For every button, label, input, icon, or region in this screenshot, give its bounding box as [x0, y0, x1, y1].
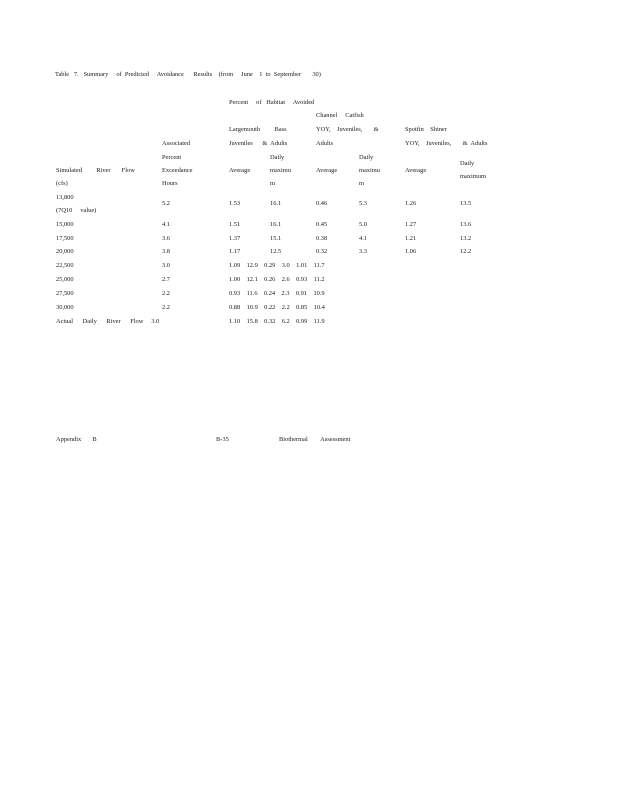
- table-row-2-flow: 17,500: [56, 235, 74, 242]
- header-associated: Associated: [162, 140, 191, 147]
- table-row-6-exceedance: 2.2: [162, 290, 170, 297]
- header-lm-average: Average: [229, 167, 251, 174]
- table-row-1-sp-max: 13.6: [460, 221, 472, 228]
- header-hours: Hours: [162, 180, 178, 187]
- table-row-1-flow: 15,000: [56, 221, 74, 228]
- footer-page-number: B-35: [216, 436, 229, 443]
- header-percent-habitat-avoided: Percent of Habitat Avoided: [229, 99, 315, 106]
- table-row-5-values: 1.00 12.1 0.26 2.6 0.93 11.2: [229, 276, 325, 283]
- header-simulated-river-flow: Simulated River Flow: [56, 167, 135, 174]
- header-channel-catfish-line3: Adults: [316, 140, 334, 147]
- table-row-8-values: 1.10 15.8 0.32 6.2 0.99 11.9: [229, 318, 325, 325]
- table-row-2-cc-avg: 0.38: [316, 235, 328, 242]
- table-row-3-lm-max: 12.5: [270, 248, 282, 255]
- table-row-1-cc-max: 5.0: [359, 221, 367, 228]
- table-row-2-lm-max: 15.1: [270, 235, 282, 242]
- table-row-1-cc-avg: 0.45: [316, 221, 328, 228]
- table-row-7-exceedance: 2.2: [162, 304, 170, 311]
- table-row-0-flow-note: (7Q10 value): [56, 207, 97, 214]
- table-row-1-sp-avg: 1.27: [405, 221, 417, 228]
- table-row-3-cc-max: 3.3: [359, 248, 367, 255]
- table-row-1-lm-max: 16.1: [270, 221, 282, 228]
- footer-section: Biothermal Assessment: [279, 436, 351, 443]
- table-row-6-flow: 27,500: [56, 290, 74, 297]
- header-channel-catfish-line2: YOY, Juveniles, &: [316, 126, 379, 133]
- table-row-0-cc-max: 5.3: [359, 200, 367, 207]
- header-percent: Percent: [162, 154, 182, 161]
- table-title: Table 7. Summary of Predicted Avoidance Results (from June 1 to September 30): [55, 71, 321, 78]
- table-row-0-flow: 13,800: [56, 194, 74, 201]
- table-row-6-values: 0.93 11.6 0.24 2.3 0.91 10.9: [229, 290, 325, 297]
- footer-appendix: Appendix B: [56, 436, 97, 443]
- header-lm-daily: Daily: [270, 154, 285, 161]
- header-sp-daily: Daily: [460, 160, 475, 167]
- header-cc-daily: Daily: [359, 154, 374, 161]
- table-row-2-exceedance: 3.6: [162, 235, 170, 242]
- table-row-0-lm-max: 16.1: [270, 200, 282, 207]
- table-row-4-flow: 22,500: [56, 262, 74, 269]
- header-largemouth-line2: Juveniles & Adults: [229, 140, 288, 147]
- table-row-2-sp-avg: 1.21: [405, 235, 417, 242]
- table-row-3-flow: 20,000: [56, 248, 74, 255]
- header-lm-maximu: maximu: [270, 167, 291, 174]
- table-row-3-exceedance: 3.8: [162, 248, 170, 255]
- table-row-3-sp-max: 12.2: [460, 248, 472, 255]
- table-row-0-sp-max: 13.5: [460, 200, 472, 207]
- header-spotfin-line1: Spotfin Shiner: [405, 126, 447, 133]
- table-row-2-cc-max: 4.1: [359, 235, 367, 242]
- table-row-1-exceedance: 4.1: [162, 221, 170, 228]
- table-row-3-sp-avg: 1.06: [405, 248, 417, 255]
- header-spotfin-line2: YOY, Juveniles, & Adults: [405, 140, 488, 147]
- table-row-3-cc-avg: 0.32: [316, 248, 328, 255]
- table-row-4-values: 1.09 12.9 0.29 3.0 1.01 11.7: [229, 262, 325, 269]
- header-channel-catfish-line1: Channel Catfish: [316, 112, 364, 119]
- table-row-4-exceedance: 3.0: [162, 262, 170, 269]
- table-row-0-lm-avg: 1.53: [229, 200, 241, 207]
- header-sp-average: Average: [405, 167, 427, 174]
- header-lm-m: m: [270, 180, 275, 187]
- header-cfs: (cfs): [56, 180, 68, 187]
- header-cc-m: m: [359, 180, 364, 187]
- header-largemouth-line1: Largemouth Bass: [229, 126, 287, 133]
- table-row-0-cc-avg: 0.46: [316, 200, 328, 207]
- header-exceedance: Exceedance: [162, 167, 193, 174]
- table-row-5-exceedance: 2.7: [162, 276, 170, 283]
- table-row-7-flow: 30,000: [56, 304, 74, 311]
- table-row-7-values: 0.88 10.9 0.22 2.2 0.85 10.4: [229, 304, 325, 311]
- table-row-2-sp-max: 13.2: [460, 235, 472, 242]
- header-sp-maximum: maximum: [460, 173, 486, 180]
- header-cc-maximu: maximu: [359, 167, 380, 174]
- table-row-5-flow: 25,000: [56, 276, 74, 283]
- table-row-0-exceedance: 5.2: [162, 200, 170, 207]
- table-row-1-lm-avg: 1.51: [229, 221, 241, 228]
- table-row-3-lm-avg: 1.17: [229, 248, 241, 255]
- table-row-2-lm-avg: 1.37: [229, 235, 241, 242]
- table-row-8-flow: Actual Daily River Flow 3.0: [56, 318, 160, 325]
- table-row-0-sp-avg: 1.26: [405, 200, 417, 207]
- header-cc-average: Average: [316, 167, 338, 174]
